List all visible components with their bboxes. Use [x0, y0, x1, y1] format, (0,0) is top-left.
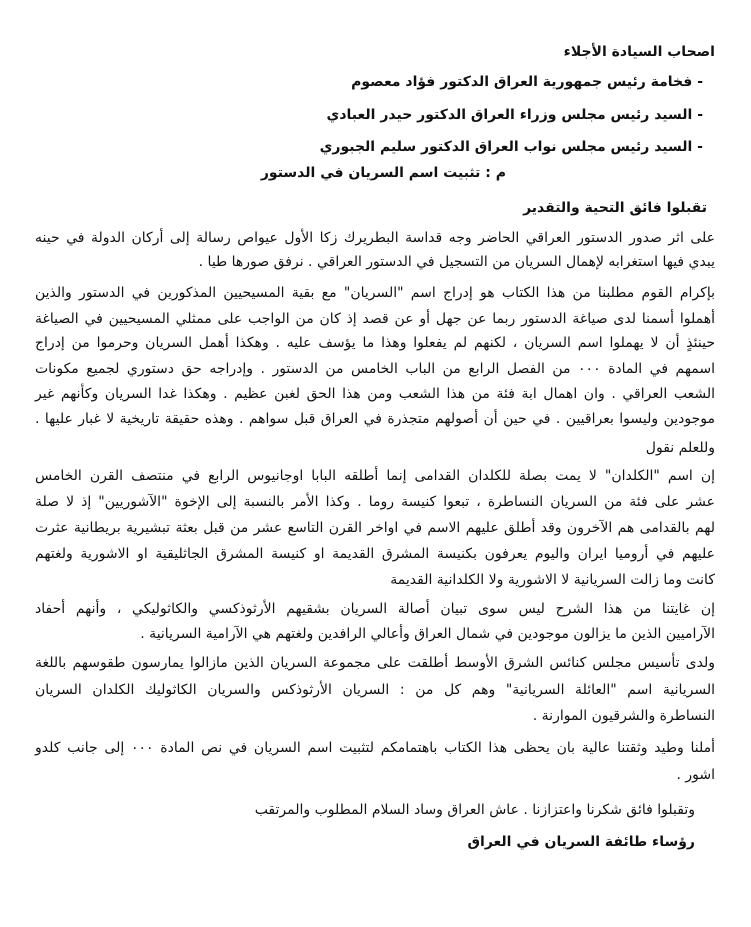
greeting: تقبلوا فائق التحية والتقدير [523, 200, 707, 216]
body-line: أملنا وطيد وثقتنا عالية بان يحظى هذا الكتاب باهتمامكم لتثبيت اسم السريان في نص المادة ٠٠٠ إلى جانب كلدو [35, 740, 715, 756]
body-line: بإكرام القوم مطلبنا من هذا الكتاب هو إدراج اسم "السريان" مع بقية المسيحيين المذكورين في الدستور والذين [35, 285, 715, 301]
signature-line: رؤساء طائفة السريان في العراق [467, 834, 695, 850]
body-line: أهملوا أسمنا لدى صياغة الدستور ربما عن جهل أو عن قصد إذ كان من الواجب على ممثلي المسيحيين في الصياغة [35, 311, 715, 327]
body-line: الآراميين الذين ما يزالون موجودين في شمال العراق وأعالي الرافدين ولغتهم هي الآرامية السريانية . [140, 626, 715, 642]
body-line: ولدى تأسيس مجلس كنائس الشرق الأوسط أطلقت على مجموعة السريان الذين مازالوا يمارسون طقوسهم باللغة [35, 655, 715, 671]
body-line: حينئذٍ أن لا يهملوا اسم السريان ، لكنهم لم يفعلوا وهذا ما يؤسف عليه . وهكذا أهمل السريان وحرموا من إدراج [35, 335, 715, 351]
body-line: كانت وما زالت السريانية لا الاشورية ولا الكلدانية القديمة [390, 572, 715, 588]
body-line: اشور . [676, 767, 715, 783]
body-line: يبدي فيها استغرابه لإهمال السريان من التسجيل في الدستور العراقي . نرفق صورها طيا . [198, 254, 715, 270]
body-line: إن اسم "الكلدان" لا يمت بصلة للكلدان القدامى إنما أطلقه البابا اوجانيوس الرابع في منتصف القرن الخامس [35, 468, 715, 484]
body-line: السريانية اسم "العائلة السريانية" وهم كل من : السريان الأرثوذكس والسريان الكاثوليك الكلدان السريان [35, 682, 715, 698]
body-line: اسمهم في المادة ٠٠٠ من الفصل الرابع من الباب الخامس من الدستور . وإدراجه حق دستوري لجميع مكونات [35, 361, 715, 377]
body-line: عليهم في أروميا ايران واليوم يعرفون بكنيسة المشرق القديمة او كنيسة المشرق الجاثليقية او الاشورية ولغتهم [35, 546, 715, 562]
recipient-parliament-speaker: - السيد رئيس مجلس نواب العراق الدكتور سليم الجبوري [319, 139, 703, 155]
body-line: النساطرة والشرقيون الموارنة . [532, 708, 715, 724]
body-line: موجودين وليسوا بعراقيين . في حين أن أصولهم متجذرة في العراق قبل سواهم . وهذه حقيقة تاريخية لا غبار عليها . [35, 411, 715, 427]
body-line: لهم بالقدامى هم الآخرون وقد أطلق عليهم الاسم في اواخر القرن التاسع عشر من قبل بعثة تبشيرية بريطانية عثرت [35, 520, 715, 536]
closing-line: وتقبلوا فائق شكرنا واعتزازنا . عاش العراق وساد السلام المطلوب والمرتقب [254, 802, 695, 818]
body-line: على اثر صدور الدستور العراقي الحاضر وجه قداسة البطريرك زكا الأول عيواص رسالة إلى أركان الدولة في حينه [35, 230, 715, 246]
subject-line: م : تثبيت اسم السريان في الدستور [260, 165, 506, 181]
body-line: عشر على فئة من السريان النساطرة ، تبعوا كنيسة روما . وكذا الأمر بالنسبة إلى الإخوة "الآشوريين" إذ لا صلة [35, 494, 715, 510]
recipient-prime-minister: - السيد رئيس مجلس وزراء العراق الدكتور حيدر العبادي [326, 107, 703, 123]
body-line: الشعب العراقي . وان اهمال ابة فئة من هذا الشعب ومن هذا الحق لغبن عظيم . وهكذا غدا السريان وكأنهم غير [35, 386, 715, 402]
salutation: اصحاب السيادة الأجلاء [563, 44, 715, 60]
recipient-president: - فخامة رئيس جمهورية العراق الدكتور فؤاد معصوم [351, 74, 703, 90]
body-line: وللعلم نقول [645, 440, 715, 456]
body-line: إن غايتنا من هذا الشرح ليس سوى تبيان أصالة السريان بشقيهم الأرثوذكسي والكاثوليكي ، وأنهم أحفاد [35, 601, 715, 617]
